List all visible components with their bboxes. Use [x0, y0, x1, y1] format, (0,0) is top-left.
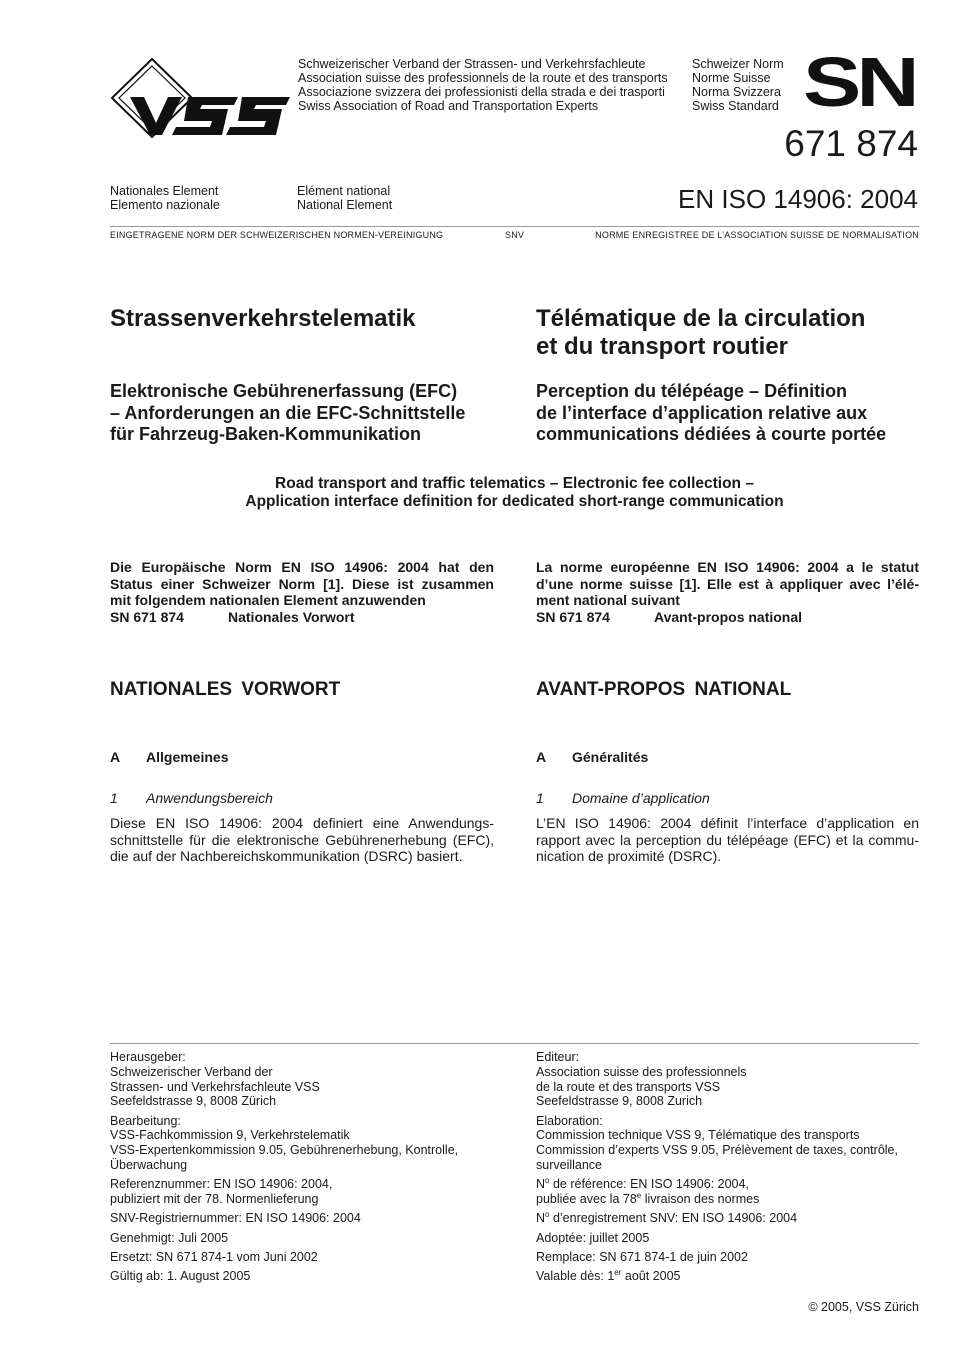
sn-logo-text: SN	[803, 56, 915, 108]
title-de: Strassenverkehrstelematik	[110, 305, 416, 332]
reg-prefix: N	[536, 1211, 546, 1226]
element-label-it: Elemento nazionale	[110, 198, 220, 212]
elaboration-line: surveillance	[536, 1158, 603, 1173]
subtitle-de-line: – Anforderungen an die EFC-Schnittstelle	[110, 402, 466, 423]
registration-snv: SNV	[505, 230, 525, 240]
publisher-line: Schweizerischer Verband der	[110, 1064, 273, 1079]
valid-b: août 2005	[621, 1269, 681, 1284]
status-de-ref-title: Nationales Vorwort	[228, 608, 355, 625]
elaboration-label-fr: Elaboration:	[536, 1113, 603, 1128]
element-label-en: National Element	[297, 198, 393, 212]
subsection-number: 1	[110, 790, 118, 806]
en-iso-designation: EN ISO 14906: 2004	[678, 184, 918, 214]
subsection-number: 1	[536, 790, 544, 806]
status-fr-line: d’une norme suisse [1]. Elle est à appliquer avec l’élé-	[536, 575, 919, 592]
reg-rest: d’enregistrement SNV: EN ISO 14906: 2004	[549, 1211, 798, 1226]
replaces-de: Ersetzt: SN 671 874-1 vom Juni 2002	[110, 1250, 318, 1265]
title-en-line: Application interface definition for dedicated short-range communication	[245, 493, 784, 510]
norm-type-en: Swiss Standard	[692, 99, 779, 113]
element-label-de: Nationales Element	[110, 184, 219, 198]
approved-fr: Adoptée: juillet 2005	[536, 1230, 650, 1245]
body-fr-line: nication de proximité (DSRC).	[536, 848, 722, 864]
status-de-ref-number: SN 671 874	[110, 608, 184, 625]
vss-logo-text: VSS	[110, 57, 113, 58]
title-fr	[536, 305, 865, 361]
status-de-line: mit folgendem nationalen Element anzuwenden	[110, 592, 426, 608]
publisher-line: Seefeldstrasse 9, 8008 Zurich	[536, 1094, 703, 1109]
status-de-line: Die Europäische Norm EN ISO 14906: 2004 hat den	[110, 559, 494, 575]
body-fr	[536, 815, 919, 865]
publisher-line: de la route et des transports VSS	[536, 1079, 721, 1094]
foreword-heading-fr: AVANT-PROPOS NATIONAL	[536, 679, 792, 700]
subsection-title-de: Anwendungsbereich	[146, 790, 273, 806]
org-names	[298, 57, 668, 113]
reference-line2-a: publiée avec la 78	[536, 1192, 637, 1207]
section-letter: A	[110, 749, 121, 765]
publisher-line: Association suisse des professionnels	[536, 1064, 747, 1079]
subtitle-fr-line: de l’interface d’application relative aux	[536, 402, 868, 423]
status-fr	[536, 559, 919, 625]
elaboration-label-de: Bearbeitung:	[110, 1113, 181, 1128]
body-de-line: schnittstelle für die elektronische Gebührenerhebung (EFC),	[110, 831, 494, 848]
footer-de	[110, 1050, 510, 1289]
valid-a: Valable dès: 1	[536, 1269, 615, 1284]
valid-from-de: Gültig ab: 1. August 2005	[110, 1269, 251, 1284]
elaboration-line: Commission technique VSS 9, Télématique des transports	[536, 1128, 860, 1143]
subtitle-fr-line: communications dédiées à courte portée	[536, 424, 887, 444]
elaboration-line: VSS-Fachkommission 9, Verkehrstelematik	[110, 1128, 350, 1143]
title-fr-line: et du transport routier	[536, 333, 789, 360]
section-title-fr: Généralités	[572, 749, 649, 765]
title-en	[110, 475, 919, 511]
subsection-1-fr	[536, 790, 710, 806]
publisher-line: Strassen- und Verkehrsfachleute VSS	[110, 1079, 320, 1094]
registration-fr: NORME ENREGISTREE DE L’ASSOCIATION SUISSE DE NORMALISATION	[595, 230, 919, 240]
norm-type-it: Norma Svizzera	[692, 85, 781, 99]
footer-rule	[110, 1043, 919, 1044]
publisher-label-de: Herausgeber:	[110, 1050, 186, 1064]
norm-type-fr: Norme Suisse	[692, 71, 771, 85]
element-label-fr: Elément national	[297, 184, 391, 198]
org-name-it: Associazione svizzera dei professionisti della strada e dei trasporti	[298, 85, 665, 99]
status-fr-ref-title: Avant-propos national	[654, 608, 803, 625]
subsection-title-fr: Domaine d’application	[572, 790, 710, 806]
publisher-label-fr: Editeur:	[536, 1050, 580, 1064]
registration-de: EINGETRAGENE NORM DER SCHWEIZERISCHEN NORMEN-VEREINIGUNG	[110, 230, 444, 240]
publisher-line: Seefeldstrasse 9, 8008 Zürich	[110, 1094, 277, 1109]
replaces-fr: Remplace: SN 671 874-1 de juin 2002	[536, 1250, 748, 1265]
reference-line	[536, 1177, 749, 1191]
approved-de: Genehmigt: Juli 2005	[110, 1230, 229, 1245]
title-en-line: Road transport and traffic telematics – Electronic fee collection –	[275, 475, 754, 492]
subtitle-fr-line: Perception du télépéage – Définition	[536, 381, 848, 401]
subtitle-de-line: Elektronische Gebührenerfassung (EFC)	[110, 381, 458, 401]
reference-line2-sup: e	[636, 1191, 642, 1201]
section-a-de	[110, 749, 228, 765]
org-name-de: Schweizerischer Verband der Strassen- und Verkehrsfachleute	[298, 57, 646, 71]
body-de-line: die auf der Nachbereichskommunikation (DSRC) basiert.	[110, 848, 463, 864]
status-de-line: Status einer Schweizer Norm [1]. Diese ist zusammen	[110, 575, 494, 592]
subsection-1-de	[110, 790, 273, 806]
status-fr-line: La norme européenne EN ISO 14906: 2004 a le statut	[536, 559, 919, 575]
body-de-line: Diese EN ISO 14906: 2004 definiert eine Anwendungs-	[110, 815, 494, 831]
reference-line2-b: livraison des normes	[641, 1192, 760, 1207]
section-a-fr	[536, 749, 648, 765]
foreword-heading-de: NATIONALES VORWORT	[110, 679, 341, 700]
copyright: © 2005, VSS Zürich	[808, 1300, 919, 1314]
status-fr-ref-number: SN 671 874	[536, 608, 610, 625]
status-de	[110, 559, 494, 625]
valid-from-fr	[536, 1269, 681, 1283]
reg-sup: o	[545, 1210, 550, 1220]
section-title-de: Allgemeines	[146, 749, 229, 765]
element-right	[297, 184, 392, 212]
org-name-en: Swiss Association of Road and Transportation Experts	[298, 99, 599, 113]
org-name-fr: Association suisse des professionnels de la route et des transports	[298, 71, 668, 85]
element-left	[110, 184, 220, 212]
snv-registration-fr	[536, 1211, 797, 1225]
body-de	[110, 815, 494, 865]
reference-rest: de référence: EN ISO 14906: 2004,	[549, 1177, 749, 1192]
sn-logo	[803, 56, 919, 108]
norm-type-de: Schweizer Norm	[692, 57, 784, 71]
section-letter: A	[536, 749, 547, 765]
elaboration-line: VSS-Expertenkommission 9.05, Gebührenerhebung, Kontrolle,	[110, 1143, 459, 1158]
reference-line: Referenznummer: EN ISO 14906: 2004,	[110, 1177, 333, 1192]
reference-line	[536, 1192, 759, 1206]
elaboration-line: Commission d’experts VSS 9.05, Prélèvement de taxes, contrôle,	[536, 1143, 898, 1158]
body-fr-line: L’EN ISO 14906: 2004 définit l’interface d’application en	[536, 815, 919, 831]
elaboration-line: Überwachung	[110, 1158, 188, 1173]
body-fr-line: rapport avec la perception du télépéage (EFC) et la commu-	[536, 831, 919, 848]
title-fr-line: Télématique de la circulation	[536, 305, 866, 332]
subtitle-fr	[536, 381, 886, 446]
status-fr-line: ment national suivant	[536, 592, 680, 608]
snv-registration-de: SNV-Registriernummer: EN ISO 14906: 2004	[110, 1211, 361, 1226]
reference-prefix: N	[536, 1177, 546, 1192]
norm-type-labels	[692, 57, 784, 113]
header-rule	[110, 226, 919, 227]
vss-logo	[110, 57, 292, 139]
subtitle-de	[110, 381, 465, 446]
reference-sup: o	[545, 1176, 550, 1186]
reference-line: publiziert mit der 78. Normenlieferung	[110, 1192, 319, 1207]
valid-sup: er	[614, 1268, 622, 1278]
footer-fr	[536, 1050, 919, 1289]
subtitle-de-line: für Fahrzeug-Baken-Kommunikation	[110, 424, 422, 444]
norm-number: 671 874	[784, 123, 918, 164]
